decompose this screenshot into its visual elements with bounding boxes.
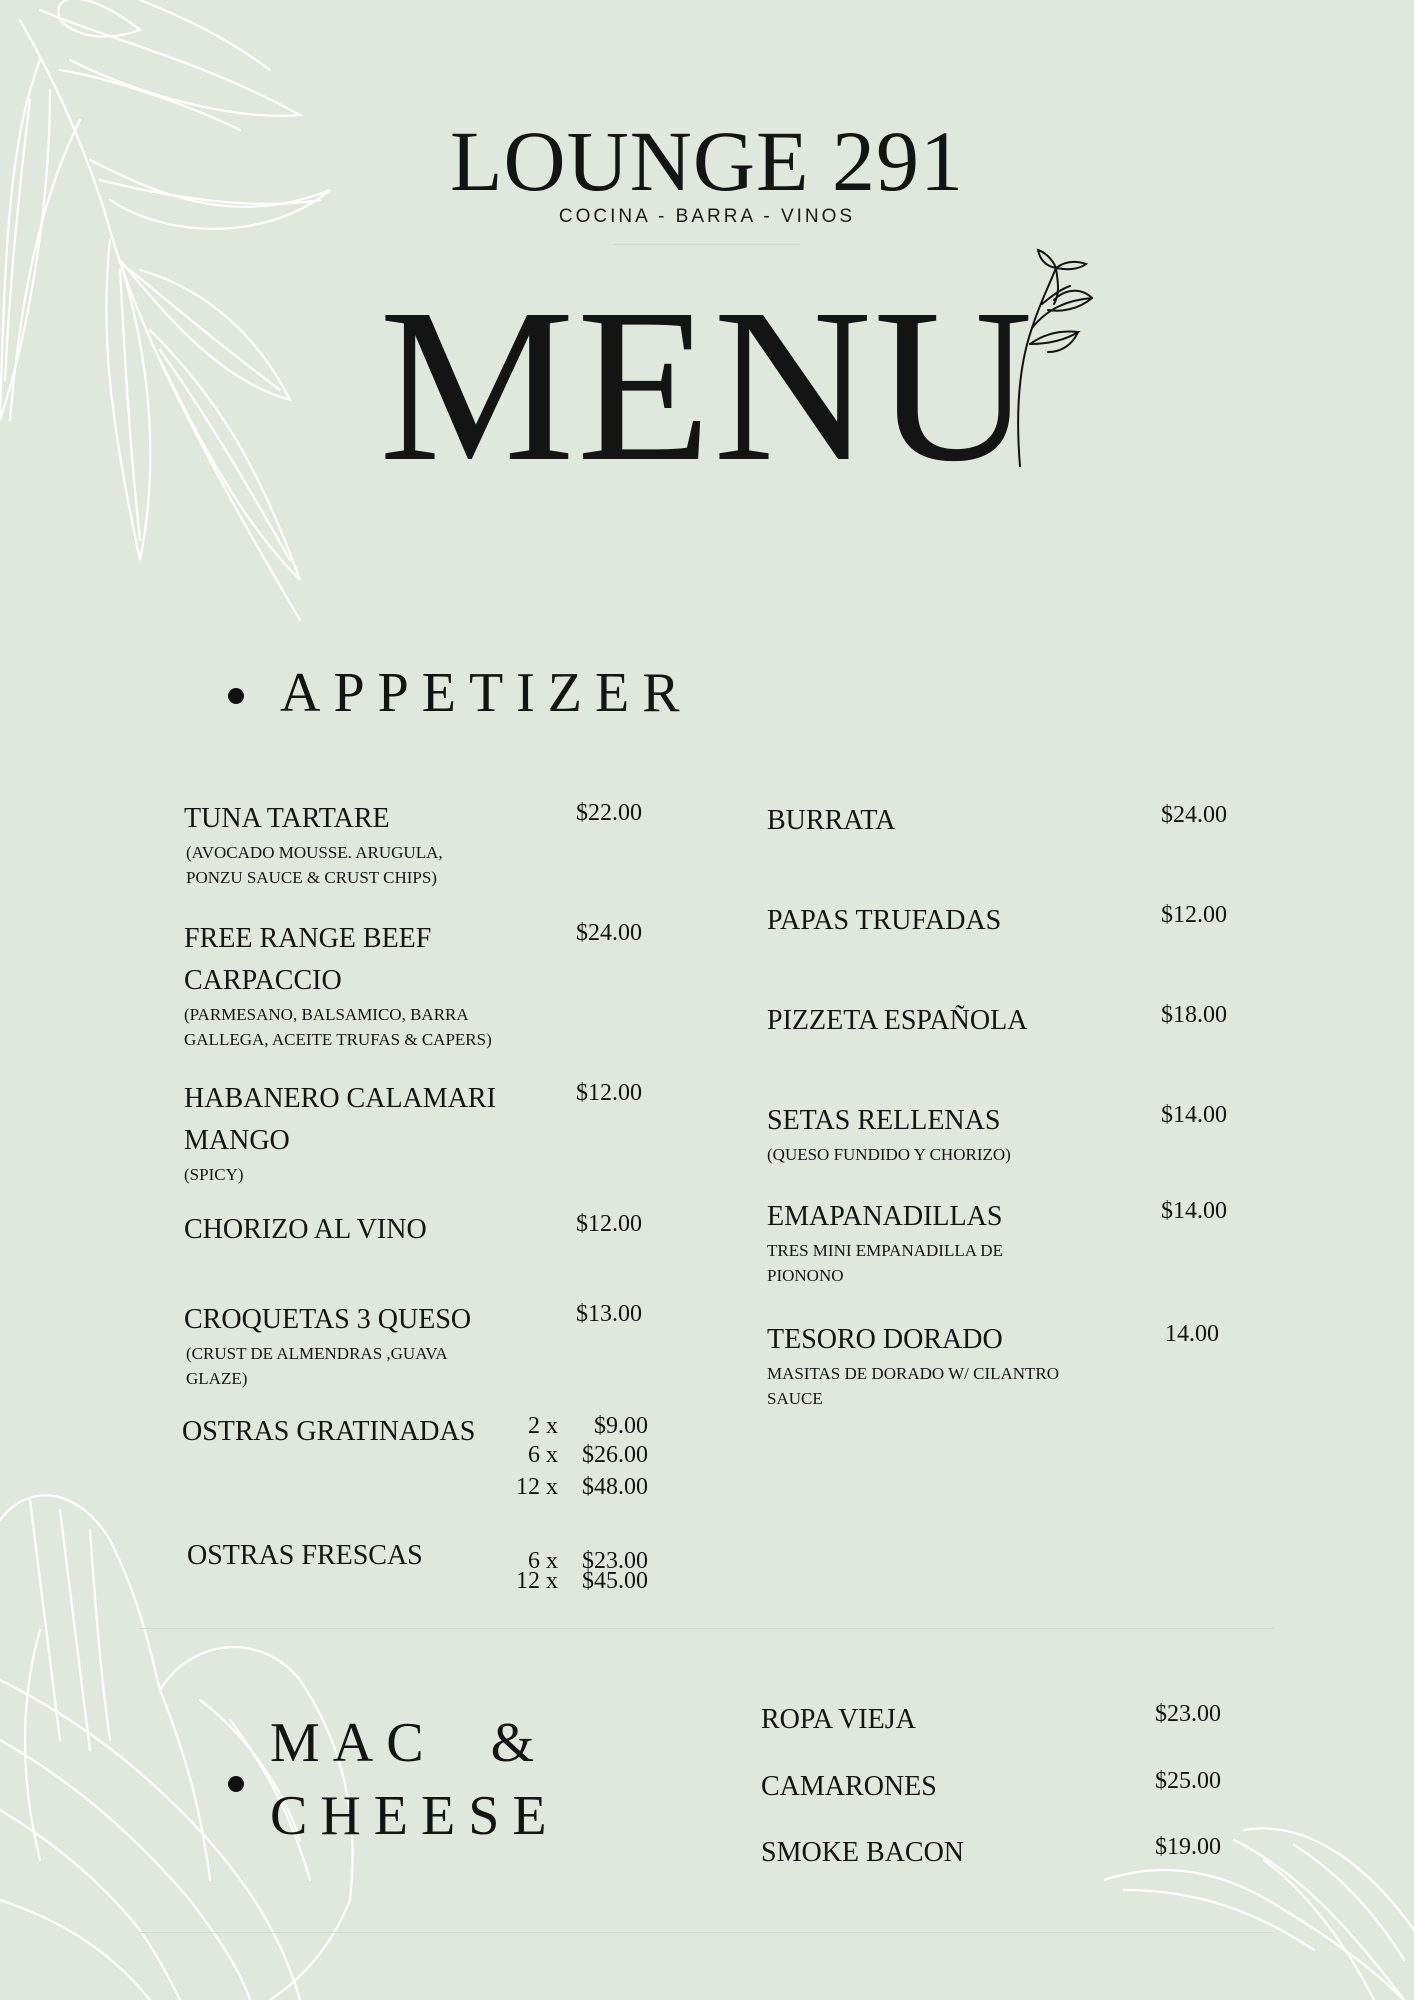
item-description: PONZU SAUCE & CRUST CHIPS) (186, 868, 437, 887)
item-price: $23.00 (1155, 1701, 1221, 1727)
item-description: MASITAS DE DORADO W/ CILANTRO (767, 1364, 1060, 1383)
item-description: (QUESO FUNDIDO Y CHORIZO) (767, 1145, 1011, 1164)
item-name: EMAPANADILLAS (767, 1201, 1003, 1232)
appetizer-heading: APPETIZER (280, 662, 693, 724)
item-price: $22.00 (576, 800, 642, 826)
mac-cheese-item (761, 1699, 1221, 1741)
mac-cheese-heading-line-1: MAC & (270, 1712, 548, 1774)
item-description: (PARMESANO, BALSAMICO, BARRA (184, 1005, 469, 1024)
item-name: CHORIZO AL VINO (184, 1214, 427, 1245)
appetizer-right-item (767, 1000, 1227, 1042)
footer-divider (140, 1932, 1274, 1933)
option-price: $9.00 (594, 1413, 648, 1439)
option-qty: 2 x (528, 1413, 558, 1439)
option-price: $26.00 (582, 1442, 648, 1468)
item-price: $18.00 (1161, 1002, 1227, 1028)
item-name: SMOKE BACON (761, 1837, 965, 1868)
item-name: TUNA TARTARE (184, 803, 390, 834)
item-name: PAPAS TRUFADAS (767, 905, 1002, 936)
appetizer-left-item (184, 1078, 644, 1187)
item-name: BURRATA (767, 805, 896, 836)
option-qty: 12 x (516, 1568, 558, 1594)
header-divider (614, 244, 800, 245)
item-name: CROQUETAS 3 QUESO (184, 1304, 472, 1335)
item-name-line-2: CARPACCIO (184, 965, 342, 996)
appetizer-right-item (767, 900, 1227, 942)
item-price: $25.00 (1155, 1768, 1221, 1794)
option-qty: 12 x (516, 1474, 558, 1500)
mac-cheese-bullet (228, 1776, 244, 1792)
item-description: GALLEGA, ACEITE TRUFAS & CAPERS) (184, 1030, 492, 1049)
oyster-item (182, 1411, 652, 1511)
item-description: GLAZE) (186, 1369, 248, 1388)
menu-title: MENU (379, 263, 1035, 507)
appetizer-right-item (767, 1100, 1227, 1167)
item-price: $24.00 (1161, 802, 1227, 828)
option-qty: 6 x (528, 1548, 558, 1574)
option-price: $45.00 (582, 1568, 648, 1594)
appetizer-right-item (767, 1319, 1227, 1411)
item-price: $12.00 (576, 1080, 642, 1106)
item-price: $12.00 (576, 1211, 642, 1237)
item-description: (AVOCADO MOUSSE. ARUGULA, (186, 843, 443, 862)
item-name: HABANERO CALAMARI (184, 1083, 496, 1114)
item-price: $14.00 (1161, 1102, 1227, 1128)
item-price: $13.00 (576, 1301, 642, 1327)
brand-tagline: COCINA - BARRA - VINOS (558, 206, 856, 227)
mac-cheese-heading (270, 1714, 560, 1846)
item-name: PIZZETA ESPAÑOLA (767, 1005, 1028, 1036)
item-name: OSTRAS FRESCAS (187, 1540, 423, 1571)
item-description: PIONONO (767, 1266, 844, 1285)
item-description: (CRUST DE ALMENDRAS ,GUAVA (186, 1344, 448, 1363)
mac-cheese-heading-line-2: CHEESE (270, 1784, 560, 1847)
mac-cheese-item (761, 1832, 1221, 1874)
item-name: FREE RANGE BEEF (184, 923, 432, 954)
item-price: 14.00 (1165, 1321, 1219, 1347)
appetizer-right-item (767, 1196, 1227, 1288)
appetizer-right-item (767, 800, 1227, 842)
botanical-leaves-bottom-right (1104, 1800, 1414, 2000)
mac-cheese-item (761, 1766, 1221, 1808)
appetizer-bullet (228, 688, 244, 704)
item-price: $14.00 (1161, 1198, 1227, 1224)
item-price: $24.00 (576, 920, 642, 946)
item-name: TESORO DORADO (767, 1324, 1003, 1355)
option-qty: 6 x (528, 1442, 558, 1468)
item-description: (SPICY) (184, 1165, 244, 1184)
brand-name: LOUNGE 291 (450, 113, 964, 209)
appetizer-left-item (184, 1299, 644, 1391)
section-divider (140, 1628, 1274, 1629)
item-name: OSTRAS GRATINADAS (182, 1416, 476, 1447)
item-price: $12.00 (1161, 902, 1227, 928)
item-description: SAUCE (767, 1389, 823, 1408)
oyster-item (187, 1535, 652, 1605)
item-name: CAMARONES (761, 1771, 937, 1802)
appetizer-left-item (184, 918, 644, 1052)
item-name: ROPA VIEJA (761, 1704, 916, 1735)
option-price: $23.00 (582, 1548, 648, 1574)
appetizer-left-item (184, 1209, 644, 1251)
item-name-line-2: MANGO (184, 1125, 290, 1156)
appetizer-left-item (184, 798, 644, 890)
item-price: $19.00 (1155, 1834, 1221, 1860)
option-price: $48.00 (582, 1474, 648, 1500)
item-description: TRES MINI EMPANADILLA DE (767, 1241, 1003, 1260)
item-name: SETAS RELLENAS (767, 1105, 1001, 1136)
